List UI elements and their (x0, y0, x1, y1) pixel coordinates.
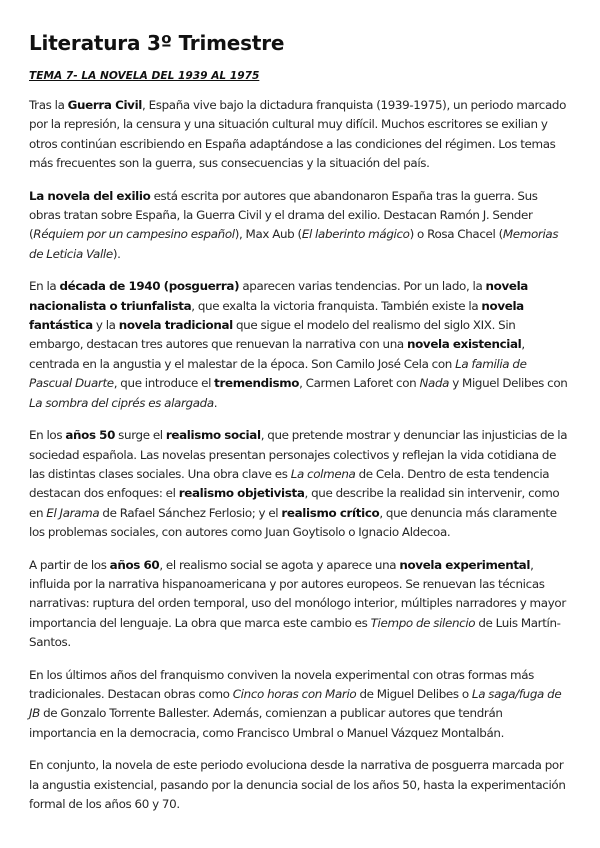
work-title: Nada (419, 376, 450, 391)
text-run: ) o Rosa Chacel ( (409, 227, 503, 242)
work-title: La colmena (290, 466, 356, 481)
text-run: de Rafael Sánchez Ferlosio; y el (99, 505, 282, 520)
work-title: La saga/fuga de JB (29, 686, 562, 721)
text-run: de Luis Martín-Santos. (29, 615, 561, 650)
text-run: A partir de los (29, 557, 110, 572)
bold-term: tremendismo (214, 376, 300, 391)
work-title: La sombra del ciprés es alargada (29, 395, 214, 410)
bold-term: novela tradicional (118, 318, 233, 333)
text-run: ), Max Aub ( (234, 227, 302, 242)
work-title: El Jarama (46, 505, 100, 520)
text-run: En los (29, 428, 66, 443)
bold-term: novela experimental (399, 557, 531, 572)
text-run: , el realismo social se agota y aparece una (159, 557, 400, 572)
topic-heading: TEMA 7- LA NOVELA DEL 1939 AL 1975 (29, 70, 260, 82)
text-run: , que pretende mostrar y denunciar las injusticias de la sociedad española. Las novelas presentan personajes colectivos y reflejan la vida cotidiana de las distintas clases sociales. Una obra clave es (29, 428, 568, 481)
text-run: aparecen varias tendencias. Por un lado, la (239, 279, 486, 294)
body-text (29, 96, 570, 814)
text-run: , que introduce el (113, 376, 215, 391)
text-run: , Carmen Laforet con (299, 376, 420, 391)
bold-term: realismo social (165, 428, 261, 443)
paragraph-intro (29, 96, 570, 174)
work-title: El laberinto mágico (301, 227, 410, 242)
bold-term: realismo crítico (281, 505, 380, 520)
text-run: de Miguel Delibes o (356, 686, 472, 701)
text-run: Tras la (29, 98, 68, 112)
paragraph-decada-1940 (29, 277, 570, 413)
work-title: La familia de Pascual Duarte (29, 356, 527, 391)
text-run: , que exalta la victoria franquista. También existe la (191, 298, 482, 313)
text-run: , que denuncia más claramente los problemas sociales, con autores como Juan Goytisolo o Ignacio Aldecoa. (29, 505, 557, 540)
text-run: surge el (115, 428, 166, 443)
text-run: y la (92, 318, 119, 333)
work-title: Tiempo de silencio (370, 615, 476, 630)
text-run: ). (112, 246, 121, 261)
bold-term: novela nacionalista o triunfalista (29, 279, 528, 313)
text-run: está escrita por autores que abandonaron España tras la guerra. Sus obras tratan sobre España, la Guerra Civil y el drama del exilio. Destacan Ramón J. Sender ( (29, 188, 538, 242)
bold-term: novela existencial (406, 337, 522, 352)
work-title: Memorias de Leticia Valle (29, 227, 559, 261)
text-run: , influida por la narrativa hispanoamericana y por autores europeos. Se renuevan las técnicas narrativas: ruptura del orden temporal, uso del monólogo interior, múltiples narradores y mayor importancia del lenguaje. La obra que marca este cambio es (29, 557, 566, 630)
bold-term: década de 1940 (posguerra) (59, 279, 240, 294)
text-run: de Cela. Dentro de esta tendencia destacan dos enfoques: el (29, 466, 550, 501)
text-run: En conjunto, la novela de este periodo evoluciona desde la narrativa de posguerra marcada por la angustia existencial, pasando por la denuncia social de los años 50, hasta la experimentación formal de los años 60 y 70. (29, 758, 566, 811)
text-run: En la (29, 279, 60, 294)
document-title: Literatura 3º Trimestre (29, 31, 285, 55)
bold-term: años 50 (65, 428, 116, 443)
work-title: Cinco horas con Mario (232, 686, 357, 701)
paragraph-conclusion (29, 756, 570, 814)
text-run: que sigue el modelo del realismo del siglo XIX. Sin embargo, destacan tres autores que renuevan la narrativa con una (29, 318, 516, 352)
bold-term: Guerra Civil (67, 98, 143, 112)
paragraph-anos-60 (29, 556, 570, 653)
paragraph-anos-50 (29, 426, 570, 542)
paragraph-exilio (29, 187, 570, 265)
bold-term: años 60 (109, 557, 160, 572)
bold-term: La novela del exilio (29, 188, 151, 203)
text-run: , que describe la realidad sin intervenir, como en (29, 486, 560, 520)
text-run: En los últimos años del franquismo conviven la novela experimental con otras formas más tradicionales. Destacan obras como (29, 667, 534, 701)
paragraph-ultimos-anos (29, 666, 570, 744)
text-run: y Miguel Delibes con (449, 376, 568, 391)
bold-term: realismo objetivista (178, 486, 305, 501)
text-run: , España vive bajo la dictadura franquista (1939-1975), un periodo marcado por la represión, la censura y una situación cultural muy difícil. Muchos escritores se exilian y otros continúan escribiendo en España adaptándose a las condiciones del régimen. Los temas más frecuentes son la guerra, sus consecuencias y la situación del país. (29, 98, 567, 171)
bold-term: novela fantástica (29, 298, 524, 333)
text-run: , centrada en la angustia y el malestar de la época. Son Camilo José Cela con (29, 337, 525, 371)
text-run: de Gonzalo Torrente Ballester. Además, comienzan a publicar autores que tendrán importancia en la democracia, como Francisco Umbral o Manuel Vázquez Montalbán. (29, 706, 505, 740)
work-title: Réquiem por un campesino español (33, 227, 235, 242)
text-run: . (213, 395, 218, 410)
